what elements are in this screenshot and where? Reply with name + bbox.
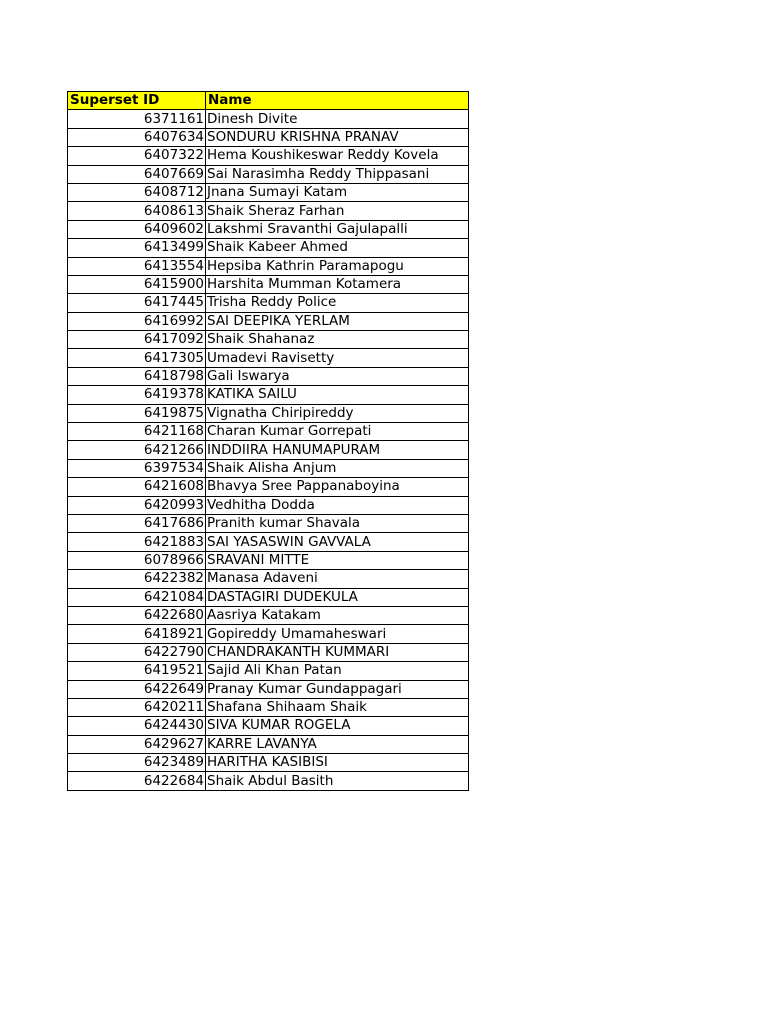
cell-superset-id[interactable]: 6422680 bbox=[68, 606, 206, 624]
table-row bbox=[68, 128, 469, 146]
cell-superset-id[interactable]: 6421084 bbox=[68, 588, 206, 606]
cell-name[interactable]: Manasa Adaveni bbox=[206, 570, 469, 588]
table-row bbox=[68, 423, 469, 441]
student-table bbox=[67, 91, 469, 791]
table-row bbox=[68, 643, 469, 661]
header-row bbox=[68, 92, 469, 110]
cell-name[interactable]: Shaik Sheraz Farhan bbox=[206, 202, 469, 220]
cell-name[interactable]: Vignatha Chiripireddy bbox=[206, 404, 469, 422]
cell-name[interactable]: Pranith kumar Shavala bbox=[206, 514, 469, 532]
cell-superset-id[interactable]: 6417092 bbox=[68, 331, 206, 349]
cell-name[interactable]: SIVA KUMAR ROGELA bbox=[206, 717, 469, 735]
cell-name[interactable]: KARRE LAVANYA bbox=[206, 735, 469, 753]
cell-superset-id[interactable]: 6423489 bbox=[68, 754, 206, 772]
cell-superset-id[interactable]: 6408613 bbox=[68, 202, 206, 220]
cell-name[interactable]: Shaik Alisha Anjum bbox=[206, 459, 469, 477]
cell-name[interactable]: Trisha Reddy Police bbox=[206, 294, 469, 312]
cell-superset-id[interactable]: 6424430 bbox=[68, 717, 206, 735]
cell-superset-id[interactable]: 6419875 bbox=[68, 404, 206, 422]
table-row bbox=[68, 772, 469, 790]
table-row bbox=[68, 331, 469, 349]
cell-name[interactable]: KATIKA SAILU bbox=[206, 386, 469, 404]
cell-superset-id[interactable]: 6421168 bbox=[68, 423, 206, 441]
header-superset-id: Superset ID bbox=[68, 92, 206, 110]
cell-name[interactable]: SAI DEEPIKA YERLAM bbox=[206, 312, 469, 330]
table-row bbox=[68, 478, 469, 496]
table-row bbox=[68, 367, 469, 385]
cell-name[interactable]: CHANDRAKANTH KUMMARI bbox=[206, 643, 469, 661]
table-row bbox=[68, 294, 469, 312]
cell-name[interactable]: Harshita Mumman Kotamera bbox=[206, 275, 469, 293]
table-row bbox=[68, 662, 469, 680]
cell-superset-id[interactable]: 6421608 bbox=[68, 478, 206, 496]
cell-superset-id[interactable]: 6413554 bbox=[68, 257, 206, 275]
table-row bbox=[68, 404, 469, 422]
table-row bbox=[68, 459, 469, 477]
table-row bbox=[68, 496, 469, 514]
cell-superset-id[interactable]: 6422684 bbox=[68, 772, 206, 790]
cell-name[interactable]: Umadevi Ravisetty bbox=[206, 349, 469, 367]
cell-name[interactable]: Shaik Abdul Basith bbox=[206, 772, 469, 790]
table-row bbox=[68, 110, 469, 128]
cell-superset-id[interactable]: 6418798 bbox=[68, 367, 206, 385]
cell-superset-id[interactable]: 6407322 bbox=[68, 147, 206, 165]
cell-superset-id[interactable]: 6419521 bbox=[68, 662, 206, 680]
cell-superset-id[interactable]: 6371161 bbox=[68, 110, 206, 128]
table-row bbox=[68, 514, 469, 532]
table-row bbox=[68, 735, 469, 753]
cell-name[interactable]: Lakshmi Sravanthi Gajulapalli bbox=[206, 220, 469, 238]
cell-superset-id[interactable]: 6407634 bbox=[68, 128, 206, 146]
table-row bbox=[68, 551, 469, 569]
cell-name[interactable]: Aasriya Katakam bbox=[206, 606, 469, 624]
table-row bbox=[68, 275, 469, 293]
table-row bbox=[68, 533, 469, 551]
cell-superset-id[interactable]: 6078966 bbox=[68, 551, 206, 569]
cell-name[interactable]: INDDIIRA HANUMAPURAM bbox=[206, 441, 469, 459]
cell-superset-id[interactable]: 6408712 bbox=[68, 183, 206, 201]
cell-name[interactable]: SRAVANI MITTE bbox=[206, 551, 469, 569]
cell-superset-id[interactable]: 6419378 bbox=[68, 386, 206, 404]
spreadsheet-sheet bbox=[67, 91, 469, 791]
cell-superset-id[interactable]: 6422649 bbox=[68, 680, 206, 698]
cell-name[interactable]: DASTAGIRI DUDEKULA bbox=[206, 588, 469, 606]
cell-superset-id[interactable]: 6429627 bbox=[68, 735, 206, 753]
cell-name[interactable]: Charan Kumar Gorrepati bbox=[206, 423, 469, 441]
cell-name[interactable]: Gali Iswarya bbox=[206, 367, 469, 385]
cell-superset-id[interactable]: 6417686 bbox=[68, 514, 206, 532]
cell-name[interactable]: Hema Koushikeswar Reddy Kovela bbox=[206, 147, 469, 165]
table-row bbox=[68, 349, 469, 367]
table-row bbox=[68, 588, 469, 606]
table-row bbox=[68, 183, 469, 201]
cell-name[interactable]: SONDURU KRISHNA PRANAV bbox=[206, 128, 469, 146]
cell-name[interactable]: Vedhitha Dodda bbox=[206, 496, 469, 514]
table-row bbox=[68, 220, 469, 238]
cell-name[interactable]: Shaik Shahanaz bbox=[206, 331, 469, 349]
table-row bbox=[68, 754, 469, 772]
table-row bbox=[68, 257, 469, 275]
table-row bbox=[68, 606, 469, 624]
cell-superset-id[interactable]: 6420993 bbox=[68, 496, 206, 514]
cell-name[interactable]: SAI YASASWIN GAVVALA bbox=[206, 533, 469, 551]
cell-superset-id[interactable]: 6416992 bbox=[68, 312, 206, 330]
table-row bbox=[68, 441, 469, 459]
cell-superset-id[interactable]: 6417445 bbox=[68, 294, 206, 312]
cell-name[interactable]: Dinesh Divite bbox=[206, 110, 469, 128]
cell-name[interactable]: Sajid Ali Khan Patan bbox=[206, 662, 469, 680]
cell-name[interactable]: Hepsiba Kathrin Paramapogu bbox=[206, 257, 469, 275]
table-row bbox=[68, 147, 469, 165]
cell-name[interactable]: Pranay Kumar Gundappagari bbox=[206, 680, 469, 698]
table-row bbox=[68, 680, 469, 698]
cell-superset-id[interactable]: 6417305 bbox=[68, 349, 206, 367]
cell-superset-id[interactable]: 6409602 bbox=[68, 220, 206, 238]
cell-superset-id[interactable]: 6413499 bbox=[68, 239, 206, 257]
cell-name[interactable]: Sai Narasimha Reddy Thippasani bbox=[206, 165, 469, 183]
table-row bbox=[68, 717, 469, 735]
cell-name[interactable]: Shafana Shihaam Shaik bbox=[206, 698, 469, 716]
cell-superset-id[interactable]: 6422790 bbox=[68, 643, 206, 661]
cell-superset-id[interactable]: 6407669 bbox=[68, 165, 206, 183]
header-name: Name bbox=[206, 92, 469, 110]
cell-superset-id[interactable]: 6421266 bbox=[68, 441, 206, 459]
cell-name[interactable]: Gopireddy Umamaheswari bbox=[206, 625, 469, 643]
table-row bbox=[68, 239, 469, 257]
table-body bbox=[68, 110, 469, 790]
table-row bbox=[68, 165, 469, 183]
cell-name[interactable]: Bhavya Sree Pappanaboyina bbox=[206, 478, 469, 496]
cell-superset-id[interactable]: 6418921 bbox=[68, 625, 206, 643]
cell-superset-id[interactable]: 6415900 bbox=[68, 275, 206, 293]
cell-superset-id[interactable]: 6422382 bbox=[68, 570, 206, 588]
table-row bbox=[68, 698, 469, 716]
table-row bbox=[68, 625, 469, 643]
table-row bbox=[68, 312, 469, 330]
table-row bbox=[68, 570, 469, 588]
cell-name[interactable]: Shaik Kabeer Ahmed bbox=[206, 239, 469, 257]
cell-superset-id[interactable]: 6421883 bbox=[68, 533, 206, 551]
cell-name[interactable]: Jnana Sumayi Katam bbox=[206, 183, 469, 201]
table-row bbox=[68, 386, 469, 404]
cell-superset-id[interactable]: 6420211 bbox=[68, 698, 206, 716]
cell-superset-id[interactable]: 6397534 bbox=[68, 459, 206, 477]
cell-name[interactable]: HARITHA KASIBISI bbox=[206, 754, 469, 772]
table-row bbox=[68, 202, 469, 220]
